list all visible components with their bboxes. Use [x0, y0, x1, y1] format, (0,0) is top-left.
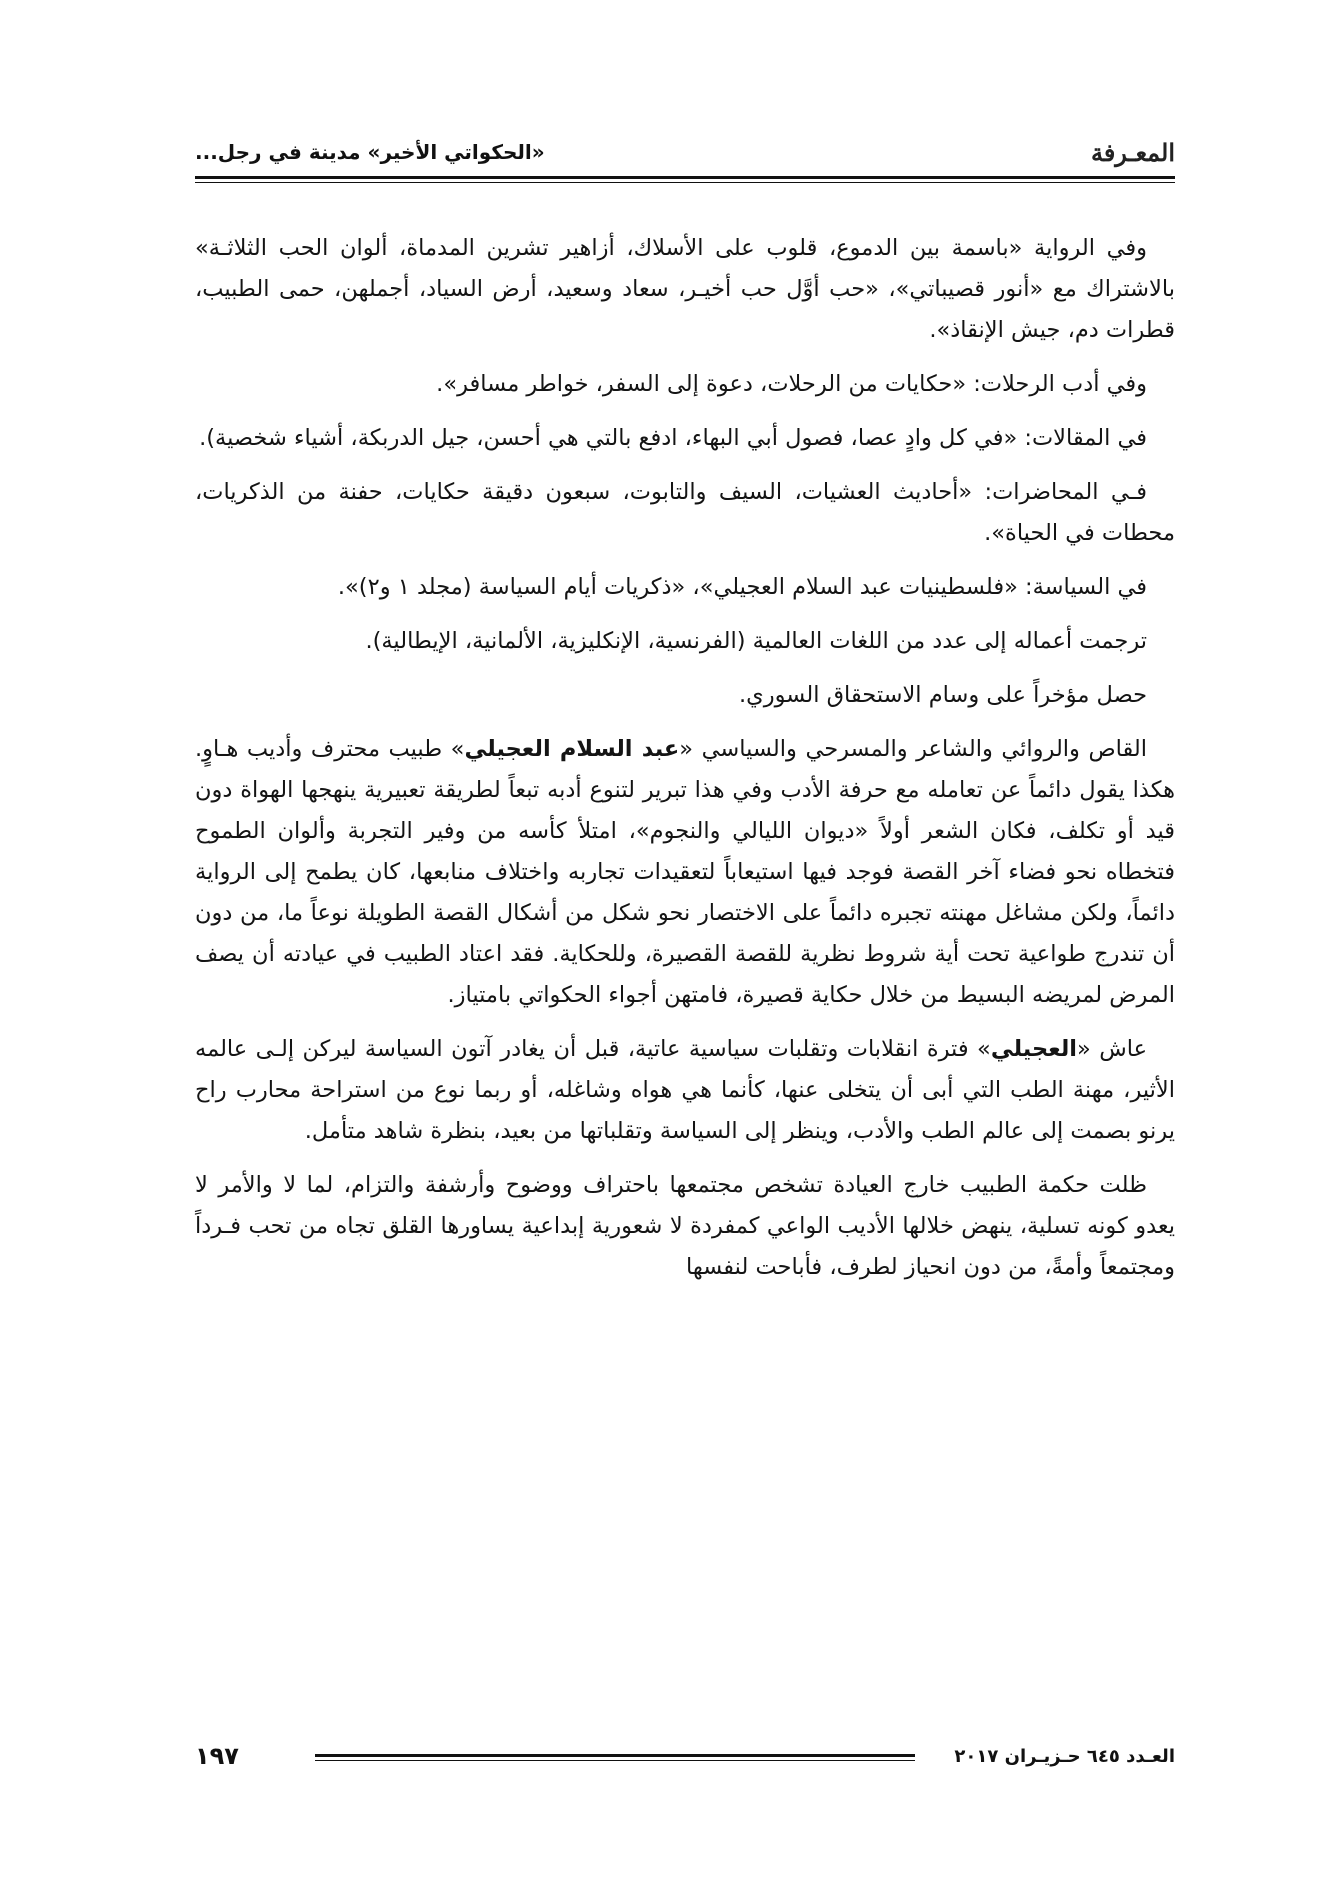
paragraph-translations: ترجمت أعماله إلى عدد من اللغات العالمية (الفرنسية، الإنكليزية، الألمانية، الإيطالية).	[365, 628, 1147, 654]
footer-divider	[315, 1754, 915, 1757]
paragraph-award: حصل مؤخراً على وسام الاستحقاق السوري.	[739, 682, 1147, 708]
paragraph-biography-rest: » طبيب محترف وأديب هـاوٍ. هكذا يقول دائماً عن تعامله مع حرفة الأدب وفي هذا تبرير لتنوع أدبه تبعاً لطريقة تعبيرية ينهجها الهواة دون قيد أو تكلف، فكان الشعر أولاً «ديوان الليالي والنجوم»، امتلأ كأسه من وفير التجربة وألوان الطموح فتخطاه نحو فضاء آخر القصة فوجد فيها استيعاباً لتعقيدات تجاربه واختلاف منابعها، كان يطمح إلى الرواية دائماً، ولكن مشاغل مهنته تجبره دائماً على الاختصار نحو شكل من أشكال القصة الطويلة نوعاً ما، من دون أن تندرج طواعية تحت أية شروط نظرية للقصة القصيرة، وللحكاية. فقد اعتاد الطبيب في عيادته أن يصف المرض لمريضه البسيط من خلال حكاية قصيرة، فامتهن أجواء الحكواتي بامتياز.	[195, 736, 1175, 1008]
paragraph-articles: في المقالات: «في كل وادٍ عصا، فصول أبي البهاء، ادفع بالتي هي أحسن، جيل الدربكة، أشياء شخصية).	[199, 425, 1147, 451]
page-number: ١٩٧	[195, 1742, 239, 1770]
issue-info: العـدد ٦٤٥ حـزيـران ٢٠١٧	[954, 1746, 1175, 1767]
paragraph-travel: وفي أدب الرحلات: «حكايات من الرحلات، دعوة إلى السفر، خواطر مسافر».	[436, 371, 1147, 397]
paragraph-politics-era	[195, 1029, 1175, 1152]
paragraph-politics-era-start: عاش «	[1077, 1036, 1147, 1062]
paragraph-biography-start: القاص والروائي والشاعر والمسرحي والسياسي «	[679, 736, 1147, 762]
paragraph-lectures: فـي المحاضرات: «أحاديث العشيات، السيف والتابوت، سبعون دقيقة حكايات، حفنة من الذكريات، محطات في الحياة».	[195, 479, 1175, 546]
paragraph-politics-era-rest: » فترة انقلابات وتقلبات سياسية عاتية، قبل أن يغادر آتون السياسة ليركن إلـى عالمه الأثير، مهنة الطب التي أبى أن يتخلى عنها، كأنما هي هواه وشاغله، أو ربما نوع من استراحة محارب راح يرنو بصمت إلى عالم الطب والأدب، وينظر إلى السياسة وتقلباتها من بعيد، بنظرة شاهد متأمل.	[195, 1036, 1175, 1144]
header-divider	[195, 176, 1175, 179]
footer-divider-thin	[315, 1760, 915, 1761]
paragraph-biography	[195, 729, 1175, 1016]
paragraph-novels: وفي الرواية «باسمة بين الدموع، قلوب على الأسلاك، أزاهير تشرين المدماة، ألوان الحب الثلاثـة» بالاشتراك مع «أنور قصيباتي»، «حب أوَّل حب أخيـر، سعاد وسعيد، أرض السياد، أجملهن، حمى الطبيب، قطرات دم، جيش الإنقاذ».	[195, 235, 1175, 343]
article-body	[195, 228, 1175, 1301]
running-title: «الحكواتي الأخير» مدينة في رجل...	[195, 140, 545, 164]
header-divider-thin	[195, 182, 1175, 183]
page-header	[195, 128, 1175, 180]
author-name: عبد السلام العجيلي	[464, 736, 680, 762]
page-footer	[195, 1740, 1175, 1780]
paragraph-politics: في السياسة: «فلسطينيات عبد السلام العجيلي»، «ذكريات أيام السياسة (مجلد ١ و٢)».	[337, 574, 1147, 600]
author-surname: العجيلي	[990, 1036, 1078, 1062]
magazine-logo: المعـرفة	[1090, 138, 1175, 167]
paragraph-wisdom: ظلت حكمة الطبيب خارج العيادة تشخص مجتمعها باحتراف ووضوح وأرشفة والتزام، لما لا والأمر لا يعدو كونه تسلية، ينهض خلالها الأديب الواعي كمفردة لا شعورية إبداعية يساورها القلق تجاه من تحب فـرداً ومجتمعاً وأمةً، من دون انحياز لطرف، فأباحت لنفسها	[195, 1172, 1175, 1280]
